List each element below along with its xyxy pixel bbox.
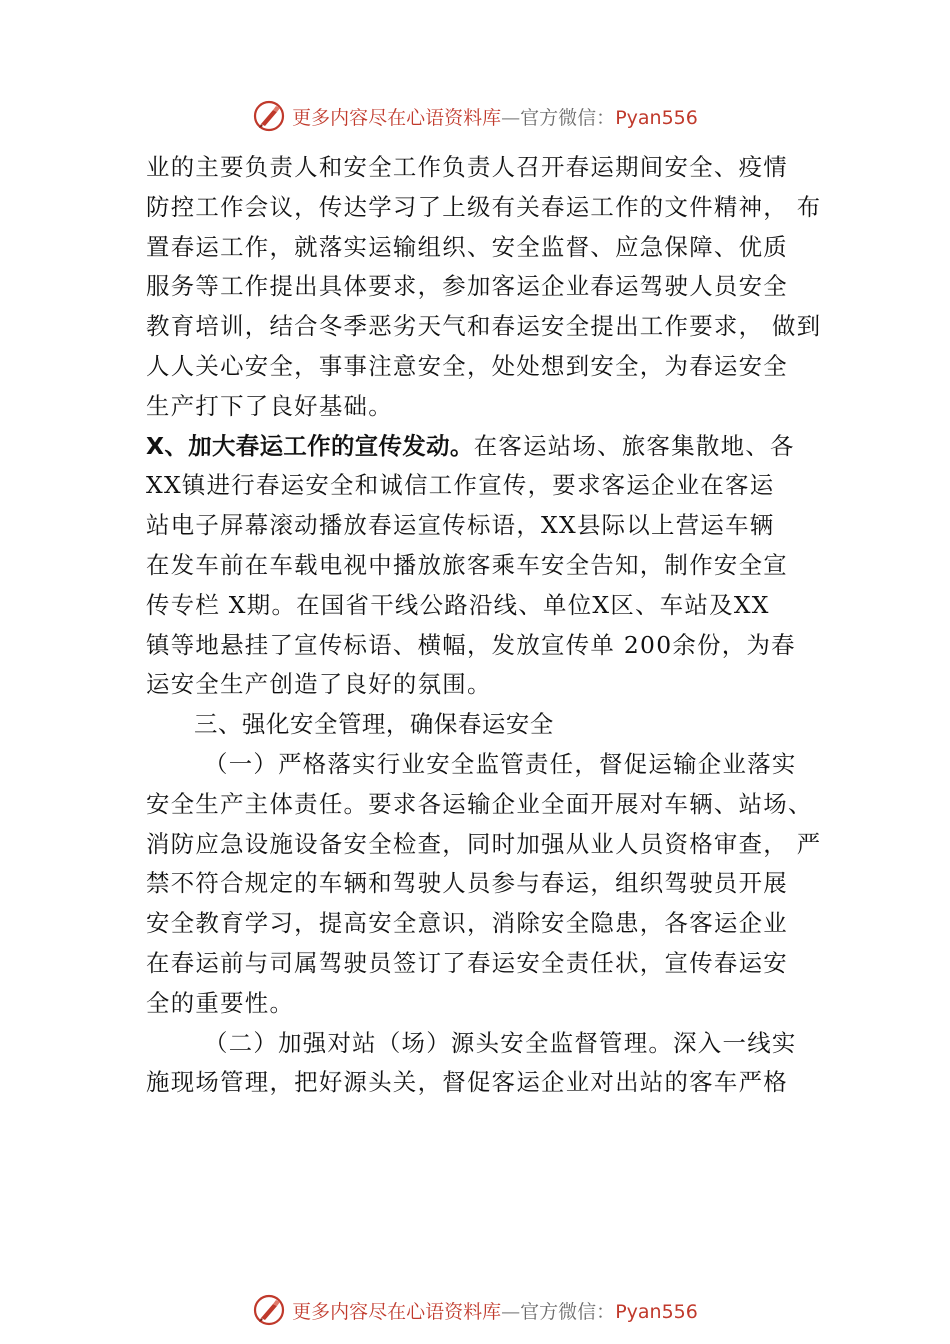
watermark-site: 更多内容尽在心语资料库 <box>292 106 502 129</box>
watermark-dash: — <box>501 106 521 129</box>
text-line: 服务等工作提出具体要求，参加客运企业春运驾驶人员安全 <box>146 272 788 301</box>
header-watermark <box>0 96 950 136</box>
text-line: 站电子屏幕滚动播放春运宣传标语，XX县际以上营运车辆 <box>146 511 775 540</box>
paragraph-bold-lead: X、加大春运工作的宣传发动。 <box>146 431 474 460</box>
document-body <box>146 148 822 1103</box>
watermark-dash: — <box>501 1300 521 1323</box>
text-line: 消防应急设施设备安全检查，同时加强从业人员资格审查， 严 <box>146 829 822 858</box>
section-heading: 三、强化安全管理，确保春运安全 <box>194 710 554 739</box>
footer-watermark <box>0 1290 950 1330</box>
text-line-rest: 在客运站场、旅客集散地、各 <box>473 431 795 460</box>
text-line: 施现场管理，把好源头关，督促客运企业对出站的客车严格 <box>146 1068 788 1097</box>
text-line: 安全教育学习，提高安全意识，消除安全隐患，各客运企业 <box>146 909 788 938</box>
text-line: 全的重要性。 <box>146 988 295 1017</box>
text-line: 人人关心安全，事事注意安全，处处想到安全，为春运安全 <box>146 351 788 380</box>
watermark-text <box>292 103 698 130</box>
text-line: 运安全生产创造了良好的氛围。 <box>146 670 492 699</box>
text-line: 在春运前与司属驾驶员签订了春运安全责任状，宣传春运安 <box>146 948 788 977</box>
text-line: 禁不符合规定的车辆和驾驶人员参与春运，组织驾驶员开展 <box>146 869 788 898</box>
watermark-wechat-id: Pyan556 <box>615 1300 698 1323</box>
watermark-wechat-id: Pyan556 <box>615 106 698 129</box>
text-line: 防控工作会议，传达学习了上级有关春运工作的文件精神， 布 <box>146 192 822 221</box>
pen-logo-icon <box>252 99 286 133</box>
pen-logo-icon <box>252 1293 286 1327</box>
watermark-wechat-label: 官方微信： <box>520 1300 616 1323</box>
text-line: 传专栏 X期。在国省干线公路沿线、单位X区、车站及XX <box>146 590 770 619</box>
text-line: 在发车前在车载电视中播放旅客乘车安全告知，制作安全宣 <box>146 550 788 579</box>
watermark-wechat-label: 官方微信： <box>520 106 616 129</box>
text-line: 镇等地悬挂了宣传标语、横幅，发放宣传单 200余份，为春 <box>146 630 796 659</box>
text-line: （二）加强对站（场）源头安全监督管理。深入一线实 <box>204 1028 797 1057</box>
paragraph-lead-line <box>146 427 818 467</box>
watermark-site: 更多内容尽在心语资料库 <box>292 1300 502 1323</box>
text-line: XX镇进行春运安全和诚信工作宣传，要求客运企业在客运 <box>146 471 775 500</box>
watermark-text <box>292 1297 698 1324</box>
text-line: 教育培训，结合冬季恶劣天气和春运安全提出工作要求， 做到 <box>146 312 822 341</box>
text-line: 安全生产主体责任。要求各运输企业全面开展对车辆、站场、 <box>146 789 813 818</box>
text-line: 业的主要负责人和安全工作负责人召开春运期间安全、疫情 <box>146 153 788 181</box>
text-line: （一）严格落实行业安全监管责任，督促运输企业落实 <box>204 749 797 778</box>
text-line: 置春运工作，就落实运输组织、安全监督、应急保障、优质 <box>146 232 788 261</box>
text-line: 生产打下了良好基础。 <box>146 391 393 420</box>
